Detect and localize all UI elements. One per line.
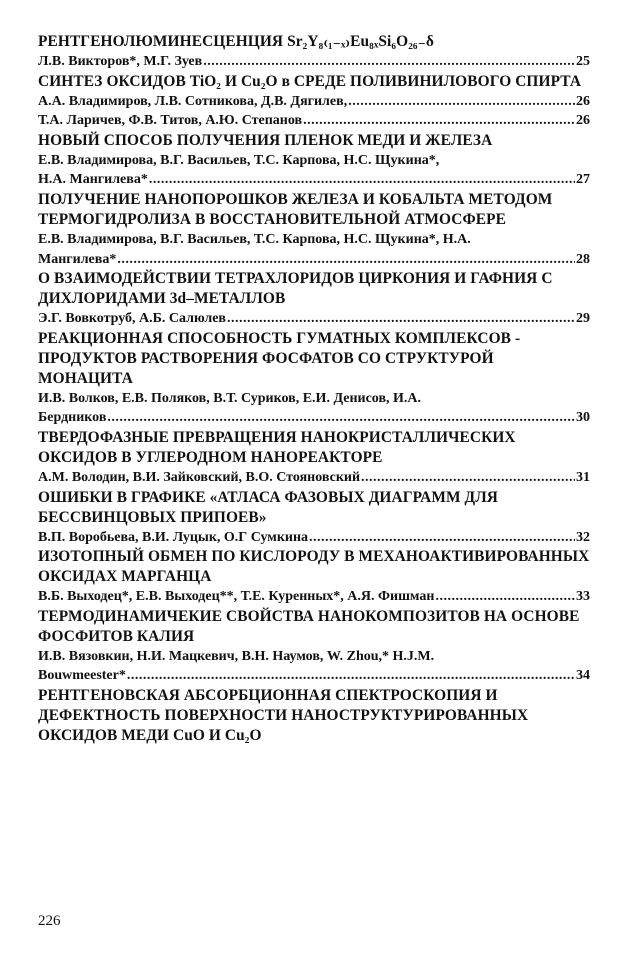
entry-authors: Л.В. Викторов*, М.Г. Зуев: [38, 54, 203, 69]
entry-page: 34: [576, 668, 590, 684]
toc-entry: [38, 428, 590, 488]
entry-title: РЕАКЦИОННАЯ СПОСОБНОСТЬ ГУМАТНЫХ КОМПЛЕКСОВ - ПРОДУКТОВ РАСТВОРЕНИЯ ФОСФАТОВ СО СТРУКТУРОЙ МОНАЦИТА: [38, 329, 521, 387]
entry-leader: [38, 170, 590, 190]
entry-page: 25: [576, 54, 590, 69]
entry-title: ПОЛУЧЕНИЕ НАНОПОРОШКОВ ЖЕЛЕЗА И КОБАЛЬТА МЕТОДОМ ТЕРМОГИДРОЛИЗА В ВОССТАНОВИТЕЛЬНОЙ АТМОСФЕРЕ: [38, 190, 553, 228]
dot-leader: [127, 666, 575, 686]
entry-authors: Мангилева*: [38, 251, 117, 267]
entry-authors: Э.Г. Вовкотруб, А.Б. Салюлев: [38, 311, 226, 327]
entry-authors: Е.В. Владимирова, В.Г. Васильев, Т.С. Карпова, Н.С. Щукина*, Н.А.: [38, 231, 471, 247]
entry-authors: В.П. Воробьева, В.И. Луцык, О.Г Сумкина: [38, 529, 309, 545]
entry-leader: [38, 111, 590, 131]
entry-title: НОВЫЙ СПОСОБ ПОЛУЧЕНИЯ ПЛЕНОК МЕДИ И ЖЕЛЕЗА: [38, 131, 493, 149]
dot-leader: [107, 408, 575, 428]
entry-authors: Е.В. Владимирова, В.Г. Васильев, Т.С. Карпова, Н.С. Щукина*,: [38, 152, 440, 168]
entry-title: РЕНТГЕНОЛЮМИНЕСЦЕНЦИЯ Sr₂Y₈₍₁₋ₓ₎Eu₈ₓSi₆O₂₆₋δ: [38, 33, 434, 50]
entry-page: 26: [576, 93, 590, 109]
entry-authors: Bouwmeester*: [38, 668, 126, 684]
entry-leader: [38, 309, 590, 329]
entry-authors: Н.А. Мангилева*: [38, 172, 148, 188]
toc-entry: [38, 686, 590, 746]
toc-entry: [38, 488, 590, 548]
entry-title: ТЕРМОДИНАМИЧЕКИЕ СВОЙСТВА НАНОКОМПОЗИТОВ НА ОСНОВЕ ФОСФИТОВ КАЛИЯ: [38, 607, 580, 645]
entry-title: О ВЗАИМОДЕЙСТВИИ ТЕТРАХЛОРИДОВ ЦИРКОНИЯ И ГАФНИЯ С ДИХЛОРИДАМИ 3d–МЕТАЛЛОВ: [38, 270, 553, 308]
toc-entry: [38, 607, 590, 686]
dot-leader: [348, 92, 575, 112]
dot-leader: [309, 528, 575, 548]
toc-entry: [38, 32, 590, 72]
entry-title: ОШИБКИ В ГРАФИКЕ «АТЛАСА ФАЗОВЫХ ДИАГРАММ ДЛЯ БЕССВИНЦОВЫХ ПРИПОЕВ»: [38, 488, 499, 526]
toc-entry: [38, 131, 590, 190]
dot-leader: [303, 111, 575, 131]
entry-page: 29: [576, 311, 590, 327]
entry-authors: Т.А. Ларичев, Ф.В. Титов, А.Ю. Степанов: [38, 113, 303, 129]
page-number: 226: [38, 913, 61, 929]
entry-leader: [38, 250, 590, 270]
dot-leader: [361, 468, 575, 488]
entry-leader: [38, 528, 590, 548]
dot-leader: [203, 52, 575, 72]
entry-leader: [38, 408, 590, 428]
entry-leader: [38, 92, 590, 112]
table-of-contents: [38, 32, 590, 746]
entry-title: СИНТЕЗ ОКСИДОВ TiO₂ И Cu₂O в СРЕДЕ ПОЛИВИНИЛОВОГО СПИРТА: [38, 72, 582, 90]
entry-page: 30: [576, 410, 590, 426]
entry-page: 33: [576, 589, 590, 605]
entry-title: ТВЕРДОФАЗНЫЕ ПРЕВРАЩЕНИЯ НАНОКРИСТАЛЛИЧЕСКИХ ОКСИДОВ В УГЛЕРОДНОМ НАНОРЕАКТОРЕ: [38, 428, 516, 466]
entry-page: 26: [576, 113, 590, 129]
toc-entry: [38, 329, 590, 428]
toc-entry: [38, 547, 590, 607]
entry-authors: А.М. Володин, В.И. Зайковский, В.О. Стояновский: [38, 469, 361, 485]
entry-page: 27: [576, 172, 590, 188]
dot-leader: [149, 170, 575, 190]
entry-page: 28: [576, 251, 590, 267]
toc-entry: [38, 190, 590, 269]
toc-entry: [38, 269, 590, 329]
toc-entry: [38, 72, 590, 131]
entry-authors: И.В. Волков, Е.В. Поляков, В.Т. Суриков, Е.И. Денисов, И.А.: [38, 390, 422, 406]
entry-page: 32: [576, 529, 590, 545]
entry-leader: [38, 468, 590, 488]
entry-authors: В.Б. Выходец*, Е.В. Выходец**, Т.Е. Куренных*, А.Я. Фишман: [38, 589, 435, 605]
entry-leader: [38, 666, 590, 686]
entry-title: ИЗОТОПНЫЙ ОБМЕН ПО КИСЛОРОДУ В МЕХАНОАКТИВИРОВАННЫХ ОКСИДАХ МАРГАНЦА: [38, 548, 590, 586]
entry-authors: А.А. Владимиров, Л.В. Сотникова, Д.В. Дягилев,: [38, 93, 348, 109]
dot-leader: [227, 309, 575, 329]
entry-page: 31: [576, 469, 590, 485]
entry-authors: И.В. Вязовкин, Н.И. Мацкевич, В.Н. Наумов, W. Zhou,* H.J.M.: [38, 648, 435, 664]
entry-authors: Бердников: [38, 410, 107, 426]
dot-leader: [117, 250, 575, 270]
entry-title: РЕНТГЕНОВСКАЯ АБСОРБЦИОННАЯ СПЕКТРОСКОПИЯ И ДЕФЕКТНОСТЬ ПОВЕРХНОСТИ НАНОСТРУКТУРИРОВАННЫХ ОКСИДОВ МЕДИ CuO И Cu₂O: [38, 686, 529, 744]
entry-leader: [38, 587, 590, 607]
entry-leader: [38, 52, 590, 72]
dot-leader: [435, 587, 575, 607]
